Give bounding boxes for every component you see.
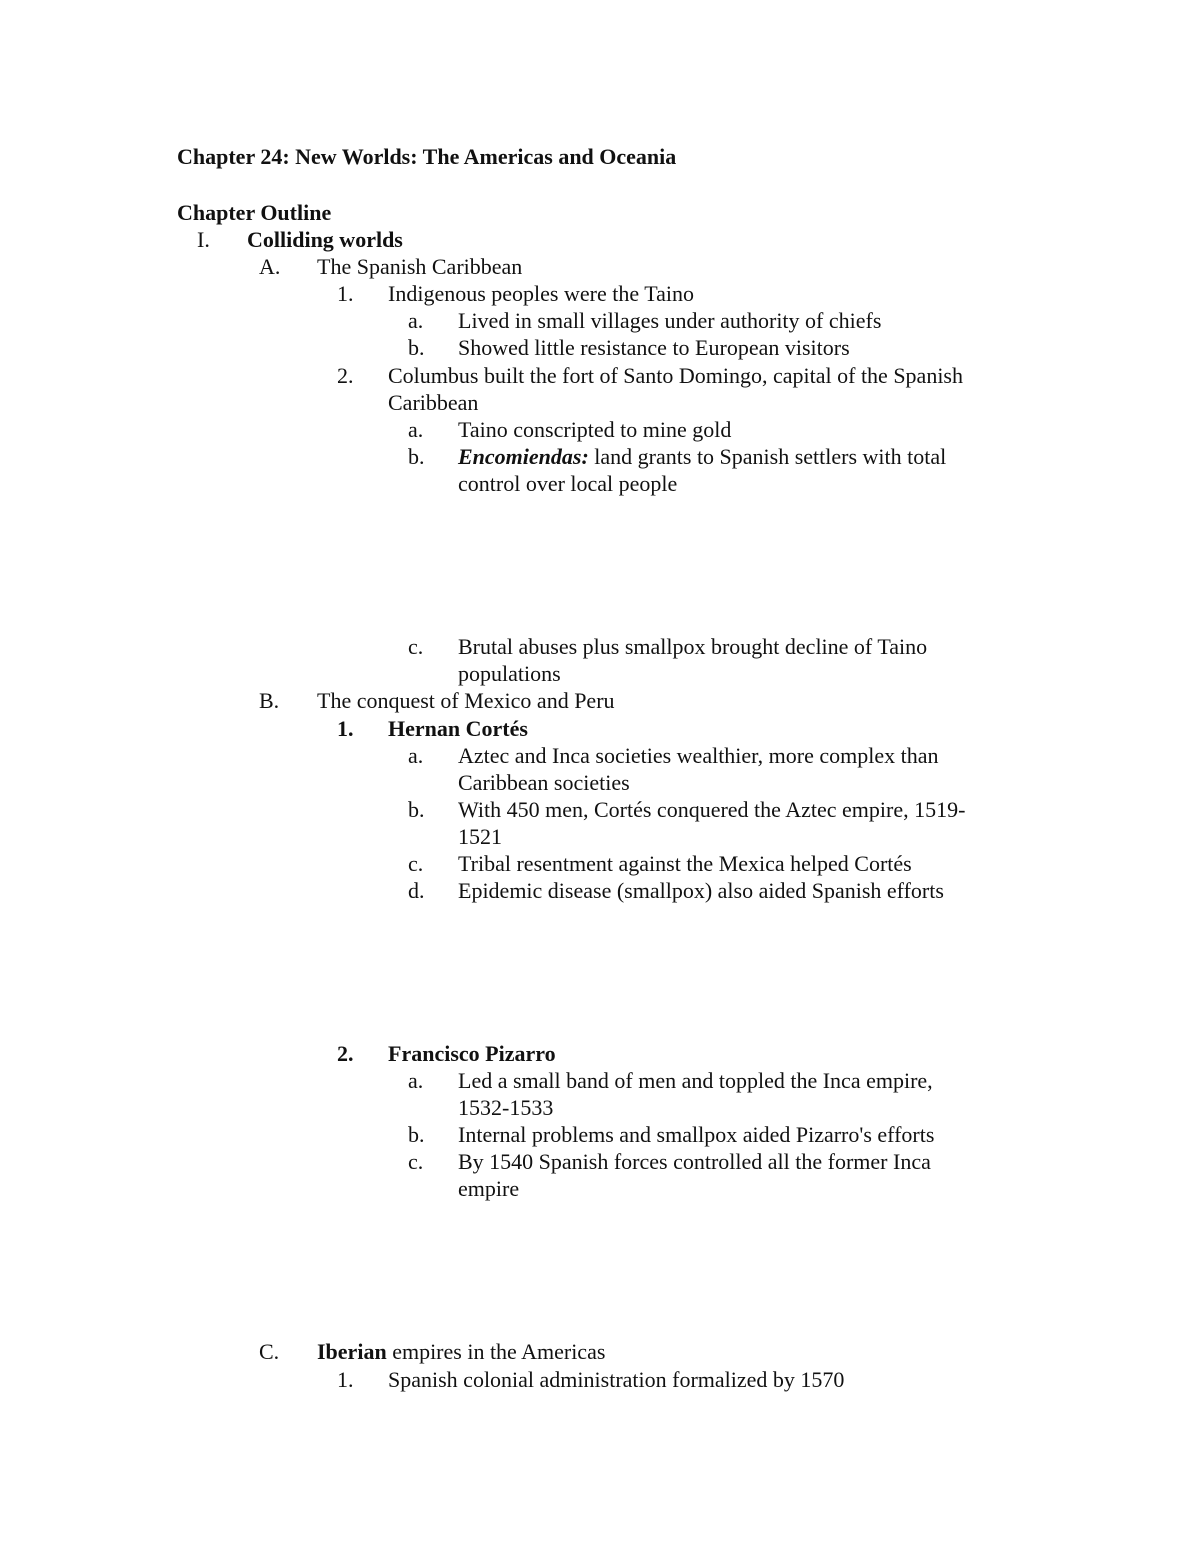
encomiendas-term: Encomiendas: [458, 444, 589, 469]
iberian-term: Iberian [317, 1339, 387, 1364]
